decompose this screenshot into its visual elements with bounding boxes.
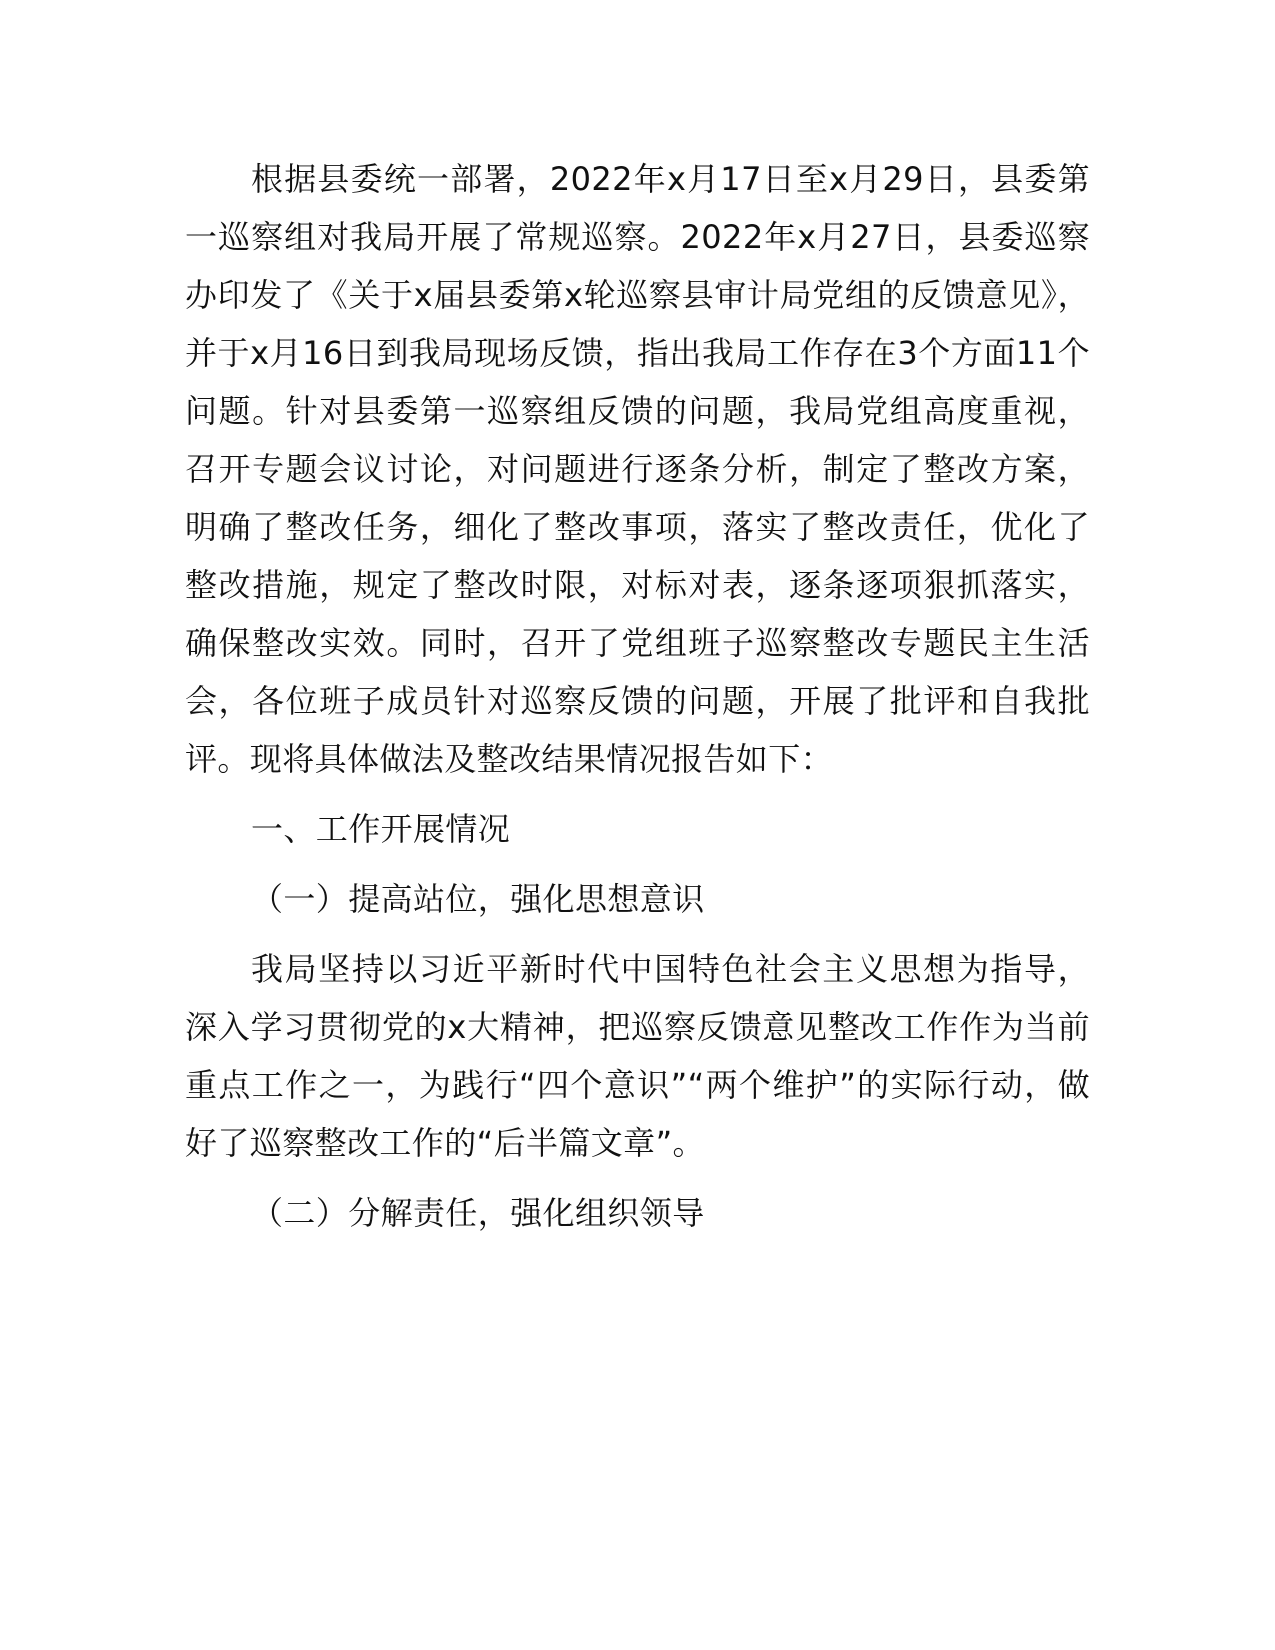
subsection-2-heading: （二）分解责任，强化组织领导 — [251, 1194, 705, 1232]
spacer — [185, 858, 1090, 870]
spacer — [185, 1172, 1090, 1184]
intro-paragraph: 根据县委统一部署，2022年x月17日至x月29日，县委第一巡察组对我局开展了常规巡察。2022年x月27日，县委巡察办印发了《关于x届县委第x轮巡察县审计局党组的反馈意见》，并于x月16日到我局现场反馈，指出我局工作存在3个方面11个问题。针对县委第一巡察组反馈的问题，我局党组高度重视，召开专题会议讨论，对问题进行逐条分析，制定了整改方案，明确了整改任务，细化了整改事项，落实了整改责任，优化了整改措施，规定了整改时限，对标对表，逐条逐项狠抓落实，确保整改实效。同时，召开了党组班子巡察整改专题民主生活会，各位班子成员针对巡察反馈的问题，开展了批评和自我批评。现将具体做法及整改结果情况报告如下： — [185, 160, 1090, 778]
subsection-1-body: 我局坚持以习近平新时代中国特色社会主义思想为指导，深入学习贯彻党的x大精神，把巡察反馈意见整改工作作为当前重点工作之一，为践行“四个意识”“两个维护”的实际行动，做好了巡察整改工作的“后半篇文章”。 — [185, 950, 1090, 1162]
section-1-heading: 一、工作开展情况 — [251, 810, 511, 848]
document-page — [185, 150, 1090, 1242]
subsection-1-heading: （一）提高站位，强化思想意识 — [251, 880, 705, 918]
spacer — [185, 788, 1090, 800]
spacer — [185, 928, 1090, 940]
